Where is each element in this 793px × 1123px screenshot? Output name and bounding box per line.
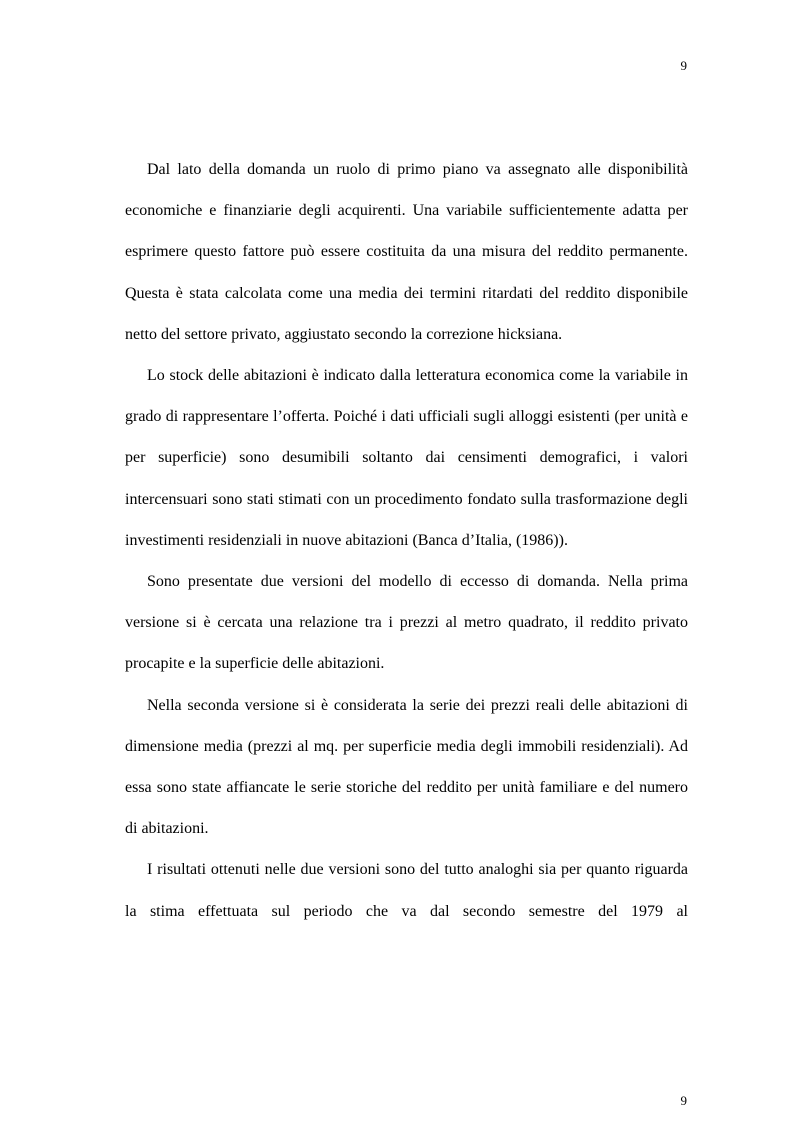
paragraph-results: I risultati ottenuti nelle due versioni sono del tutto analoghi sia per quanto riguarda la stima effettuata sul periodo che va dal secondo semestre del 1979 al <box>125 861 688 920</box>
page-number-top: 9 <box>680 58 687 73</box>
paragraph-housing-stock: Lo stock delle abitazioni è indicato dalla letteratura economica come la variabile in grado di rappresentare l’offerta. Poiché i dati ufficiali sugli alloggi esistenti (per unità e per superficie) sono desumibili soltanto dai censimenti demografici, i valori intercensuari sono stati stimati con un procedimento fondato sulla trasformazione degli investimenti residenziali in nuove abitazioni (Banca d’Italia, (1986)). <box>125 367 688 549</box>
paragraph-demand: Dal lato della domanda un ruolo di primo piano va assegnato alle disponibilità economiche e finanziarie degli acquirenti. Una variabile sufficientemente adatta per esprimere questo fattore può essere costituita da una misura del reddito permanente. Questa è stata calcolata come una media dei termini ritardati del reddito disponibile netto del settore privato, aggiustato secondo la correzione hicksiana. <box>125 161 688 343</box>
body-text <box>125 149 688 932</box>
paragraph-second-version: Nella seconda versione si è considerata la serie dei prezzi reali delle abitazioni di dimensione media (prezzi al mq. per superficie media degli immobili residenziali). Ad essa sono state affiancate le serie storiche del reddito per unità familiare e del numero di abitazioni. <box>125 696 688 838</box>
page-number-bottom: 9 <box>680 1093 687 1108</box>
paragraph-model-versions: Sono presentate due versioni del modello di eccesso di domanda. Nella prima versione si è cercata una relazione tra i prezzi al metro quadrato, il reddito privato procapite e la superficie delle abitazioni. <box>125 573 688 673</box>
